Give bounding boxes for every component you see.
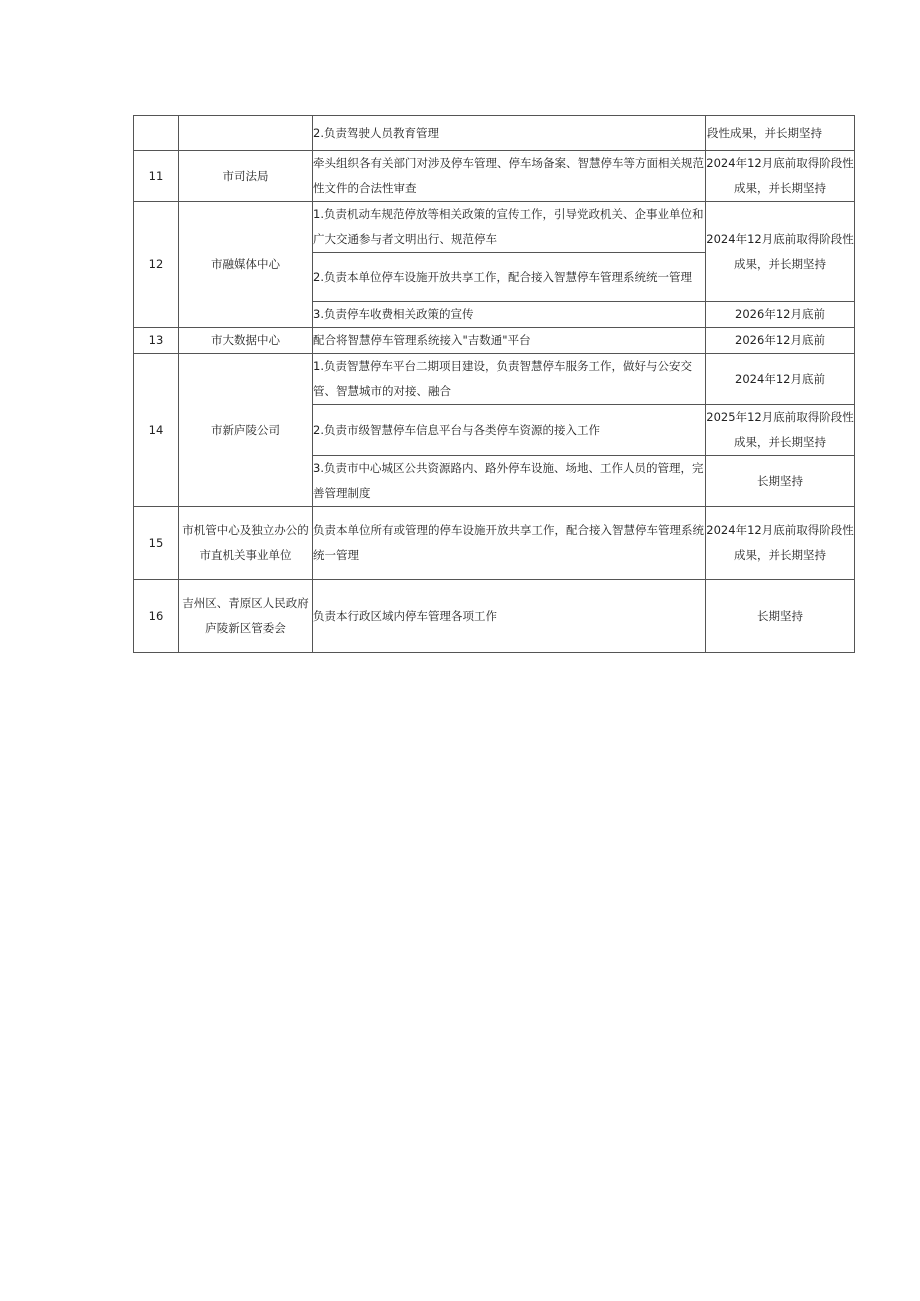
table-row: [134, 151, 855, 202]
row-number: [134, 116, 179, 151]
row-number: 11: [134, 151, 179, 202]
row-number: 14: [134, 354, 179, 507]
department: [179, 116, 313, 151]
task-text: 2.负责本单位停车设施开放共享工作，配合接入智慧停车管理系统统一管理: [313, 253, 706, 302]
task-text: 2.负责驾驶人员教育管理: [313, 116, 706, 151]
deadline: 2024年12月底前: [706, 354, 855, 405]
department: 市司法局: [179, 151, 313, 202]
deadline: 2026年12月底前: [706, 328, 855, 354]
deadline: 长期坚持: [706, 456, 855, 507]
department: 市大数据中心: [179, 328, 313, 354]
task-table: [133, 115, 855, 653]
department: 市新庐陵公司: [179, 354, 313, 507]
deadline: 2025年12月底前取得阶段性成果，并长期坚持: [706, 405, 855, 456]
table-row: [134, 202, 855, 253]
task-text: 配合将智慧停车管理系统接入"吉数通"平台: [313, 328, 706, 354]
table-row: [134, 507, 855, 580]
task-text: 负责本单位所有或管理的停车设施开放共享工作，配合接入智慧停车管理系统统一管理: [313, 507, 706, 580]
deadline: 2024年12月底前取得阶段性成果，并长期坚持: [706, 507, 855, 580]
deadline: 段性成果，并长期坚持: [706, 116, 855, 151]
deadline: 2024年12月底前取得阶段性成果，并长期坚持: [706, 151, 855, 202]
table-row: [134, 116, 855, 151]
row-number: 16: [134, 580, 179, 653]
task-text: 牵头组织各有关部门对涉及停车管理、停车场备案、智慧停车等方面相关规范性文件的合法性审查: [313, 151, 706, 202]
task-text: 2.负责市级智慧停车信息平台与各类停车资源的接入工作: [313, 405, 706, 456]
deadline: 2026年12月底前: [706, 302, 855, 328]
task-text: 1.负责智慧停车平台二期项目建设，负责智慧停车服务工作，做好与公安交管、智慧城市的对接、融合: [313, 354, 706, 405]
department: 市融媒体中心: [179, 202, 313, 328]
department: 市机管中心及独立办公的市直机关事业单位: [179, 507, 313, 580]
row-number: 12: [134, 202, 179, 328]
table-row: [134, 328, 855, 354]
task-text: 3.负责停车收费相关政策的宣传: [313, 302, 706, 328]
task-text: 负责本行政区域内停车管理各项工作: [313, 580, 706, 653]
task-text: 1.负责机动车规范停放等相关政策的宣传工作，引导党政机关、企事业单位和广大交通参与者文明出行、规范停车: [313, 202, 706, 253]
row-number: 15: [134, 507, 179, 580]
department: 吉州区、青原区人民政府庐陵新区管委会: [179, 580, 313, 653]
row-number: 13: [134, 328, 179, 354]
table-row: [134, 580, 855, 653]
deadline: 2024年12月底前取得阶段性成果，并长期坚持: [706, 202, 855, 302]
table-row: [134, 354, 855, 405]
task-text: 3.负责市中心城区公共资源路内、路外停车设施、场地、工作人员的管理，完善管理制度: [313, 456, 706, 507]
deadline: 长期坚持: [706, 580, 855, 653]
